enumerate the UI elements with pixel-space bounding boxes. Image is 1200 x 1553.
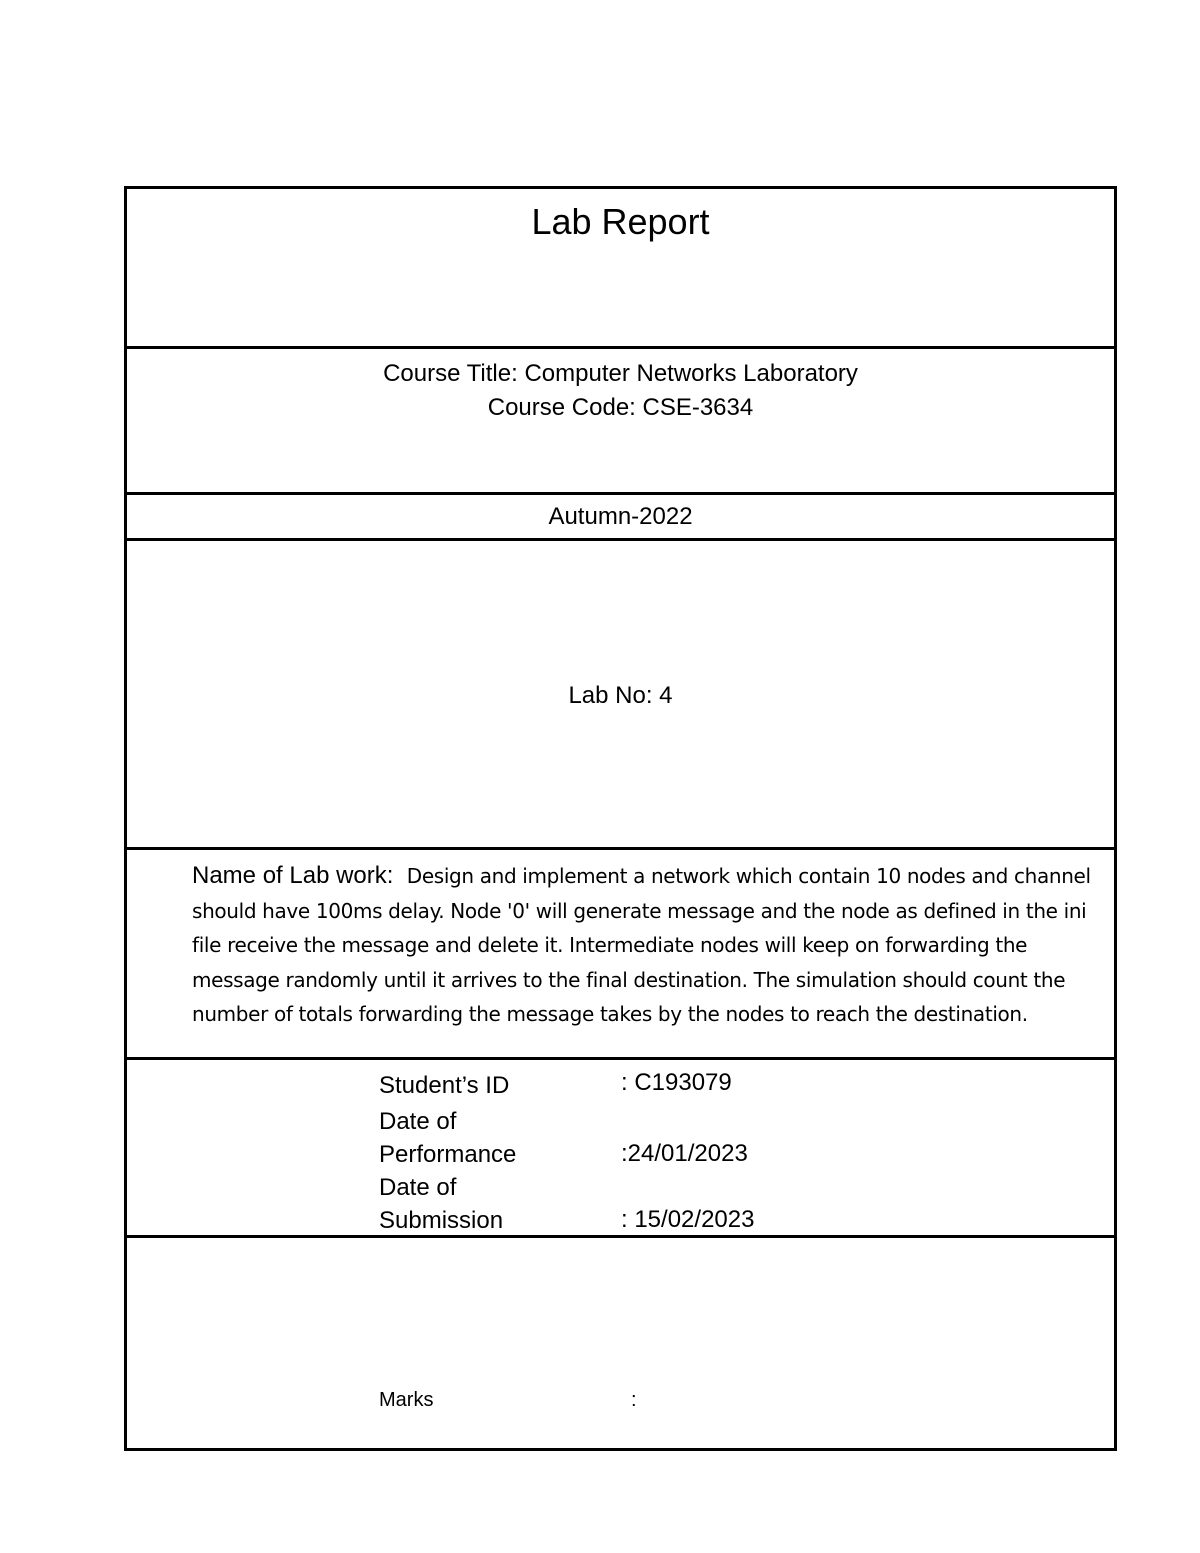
lab-number: Lab No: 4 [568,682,673,709]
row-divider [127,847,1114,850]
lab-work-section [192,859,1092,1032]
row-divider [127,492,1114,495]
row-divider [127,538,1114,541]
course-info [127,357,1114,425]
student-id-value: : C193079 [621,1069,732,1096]
lab-report-cover-table [124,186,1117,1451]
student-id-label: Student’s ID [379,1072,510,1099]
performance-date-label: Date of Performance [379,1108,517,1168]
submission-date-label: Date of Submission [379,1174,504,1234]
marks-label: Marks [379,1389,434,1411]
semester: Autumn-2022 [548,503,693,530]
row-divider [127,1235,1114,1238]
row-divider [127,346,1114,349]
performance-date-value: :24/01/2023 [621,1140,748,1167]
report-title: Lab Report [531,201,710,242]
lab-work-label: Name of Lab work: [192,862,394,889]
course-code: Course Code: CSE-3634 [487,394,754,421]
marks-value: : [631,1389,637,1411]
row-divider [127,1057,1114,1060]
lab-work-description: Design and implement a network which contain 10 nodes and channel should have 100ms delay. Node '0' will generate message and the node as defined in the ini file receive the message and delete it. Intermediate nodes will keep on forwarding the message randomly until it arrives to the final destination. The simulation should count the number of totals forwarding the message takes by the nodes to reach the destination. [192,864,1091,1026]
course-title: Course Title: Computer Networks Laboratory [383,360,858,387]
submission-date-value: : 15/02/2023 [621,1206,755,1233]
